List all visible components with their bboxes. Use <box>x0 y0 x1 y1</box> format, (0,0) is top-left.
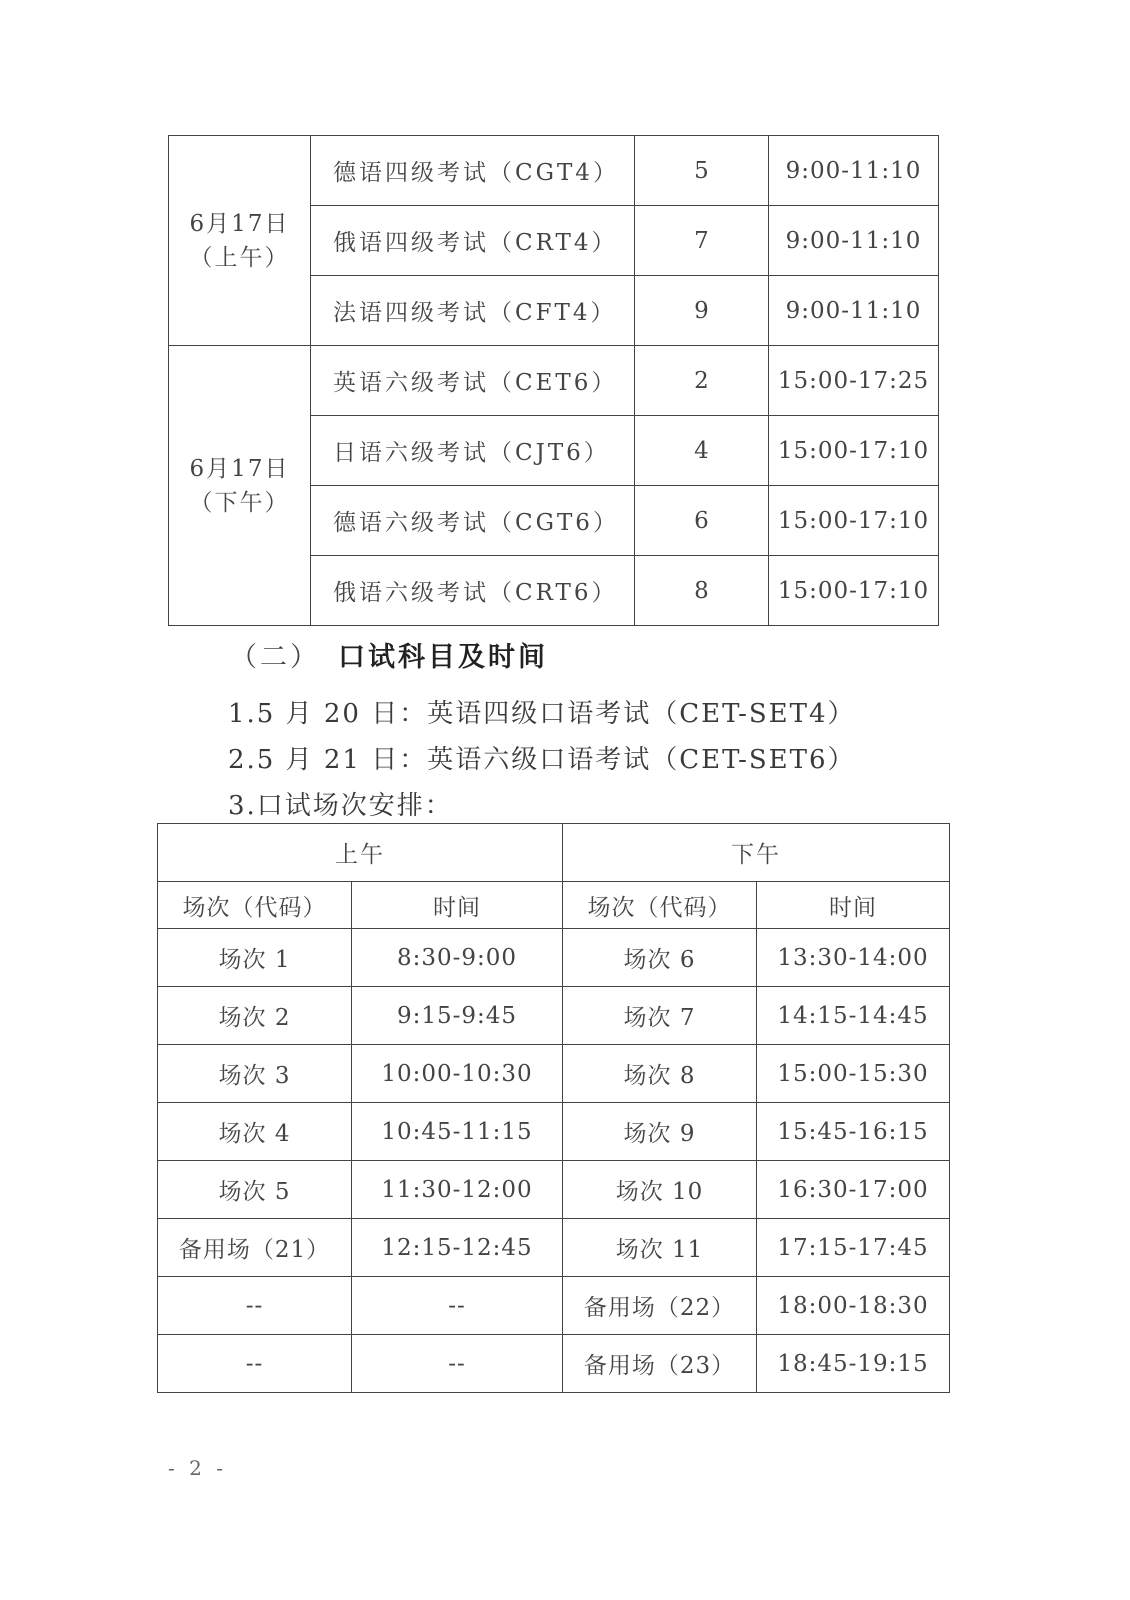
code-cell: 5 <box>635 136 769 206</box>
subject-cell: 德语四级考试（CGT4） <box>311 136 635 206</box>
pm-session-cell: 场次 8 <box>563 1045 757 1103</box>
am-time-cell: 11:30-12:00 <box>352 1161 563 1219</box>
period-label: （下午） <box>189 489 290 516</box>
am-session-cell: 场次 1 <box>158 929 352 987</box>
am-session-cell: 备用场（21） <box>158 1219 352 1277</box>
session-col-header: 场次（代码） <box>158 882 352 929</box>
subject-cell: 英语六级考试（CET6） <box>311 346 635 416</box>
code-cell: 9 <box>635 276 769 346</box>
time-cell: 9:00-11:10 <box>769 206 939 276</box>
subject-cell: 俄语六级考试（CRT6） <box>311 556 635 626</box>
am-session-cell: 场次 2 <box>158 987 352 1045</box>
am-session-cell: -- <box>158 1277 352 1335</box>
date-label: 6月17日 <box>189 210 290 237</box>
pm-time-cell: 15:45-16:15 <box>757 1103 950 1161</box>
table-row <box>158 929 950 987</box>
morning-header: 上午 <box>158 824 563 882</box>
pm-time-cell: 14:15-14:45 <box>757 987 950 1045</box>
am-time-cell: 10:00-10:30 <box>352 1045 563 1103</box>
pm-time-cell: 15:00-15:30 <box>757 1045 950 1103</box>
am-time-cell: 12:15-12:45 <box>352 1219 563 1277</box>
pm-session-cell: 备用场（22） <box>563 1277 757 1335</box>
code-cell: 2 <box>635 346 769 416</box>
pm-time-cell: 13:30-14:00 <box>757 929 950 987</box>
pm-time-cell: 18:00-18:30 <box>757 1277 950 1335</box>
oral-item-2: 2.5 月 21 日：英语六级口语考试（CET-SET6） <box>228 745 856 775</box>
section-title: 口试科目及时间 <box>338 642 548 673</box>
period-label: （上午） <box>189 244 290 271</box>
code-cell: 4 <box>635 416 769 486</box>
pm-time-cell: 16:30-17:00 <box>757 1161 950 1219</box>
session-col-header: 场次（代码） <box>563 882 757 929</box>
time-cell: 9:00-11:10 <box>769 276 939 346</box>
am-time-cell: 8:30-9:00 <box>352 929 563 987</box>
pm-session-cell: 场次 6 <box>563 929 757 987</box>
am-session-cell: -- <box>158 1335 352 1393</box>
date-label: 6月17日 <box>189 455 290 482</box>
pm-session-cell: 场次 11 <box>563 1219 757 1277</box>
time-col-header: 时间 <box>352 882 563 929</box>
am-time-cell: -- <box>352 1277 563 1335</box>
am-time-cell: 10:45-11:15 <box>352 1103 563 1161</box>
pm-session-cell: 备用场（23） <box>563 1335 757 1393</box>
table-row <box>158 987 950 1045</box>
time-cell: 9:00-11:10 <box>769 136 939 206</box>
am-session-cell: 场次 4 <box>158 1103 352 1161</box>
afternoon-header: 下午 <box>563 824 950 882</box>
pm-session-cell: 场次 7 <box>563 987 757 1045</box>
section-number: （二） <box>230 642 320 673</box>
subject-cell: 德语六级考试（CGT6） <box>311 486 635 556</box>
code-cell: 8 <box>635 556 769 626</box>
pm-session-cell: 场次 10 <box>563 1161 757 1219</box>
am-time-cell: -- <box>352 1335 563 1393</box>
table-row <box>158 1103 950 1161</box>
am-session-cell: 场次 3 <box>158 1045 352 1103</box>
table-subheader-row <box>158 882 950 929</box>
date-cell <box>169 136 311 346</box>
time-cell: 15:00-17:10 <box>769 486 939 556</box>
subject-cell: 日语六级考试（CJT6） <box>311 416 635 486</box>
time-cell: 15:00-17:25 <box>769 346 939 416</box>
pm-time-cell: 17:15-17:45 <box>757 1219 950 1277</box>
time-cell: 15:00-17:10 <box>769 556 939 626</box>
date-cell <box>169 346 311 626</box>
table-row <box>158 1277 950 1335</box>
time-cell: 15:00-17:10 <box>769 416 939 486</box>
oral-item-3: 3.口试场次安排： <box>228 791 453 821</box>
subject-cell: 法语四级考试（CFT4） <box>311 276 635 346</box>
code-cell: 6 <box>635 486 769 556</box>
subject-cell: 俄语四级考试（CRT4） <box>311 206 635 276</box>
table-row <box>158 1335 950 1393</box>
written-exam-table <box>168 135 939 626</box>
pm-session-cell: 场次 9 <box>563 1103 757 1161</box>
table-row <box>158 1045 950 1103</box>
am-time-cell: 9:15-9:45 <box>352 987 563 1045</box>
section-heading <box>230 635 548 674</box>
am-session-cell: 场次 5 <box>158 1161 352 1219</box>
oral-item-1: 1.5 月 20 日：英语四级口语考试（CET-SET4） <box>228 699 856 729</box>
oral-session-table <box>157 823 950 1393</box>
table-row <box>169 136 939 206</box>
table-row <box>158 1219 950 1277</box>
code-cell: 7 <box>635 206 769 276</box>
table-row <box>169 346 939 416</box>
table-header-row <box>158 824 950 882</box>
pm-time-cell: 18:45-19:15 <box>757 1335 950 1393</box>
table-row <box>158 1161 950 1219</box>
page-number: - 2 - <box>168 1456 227 1480</box>
time-col-header: 时间 <box>757 882 950 929</box>
